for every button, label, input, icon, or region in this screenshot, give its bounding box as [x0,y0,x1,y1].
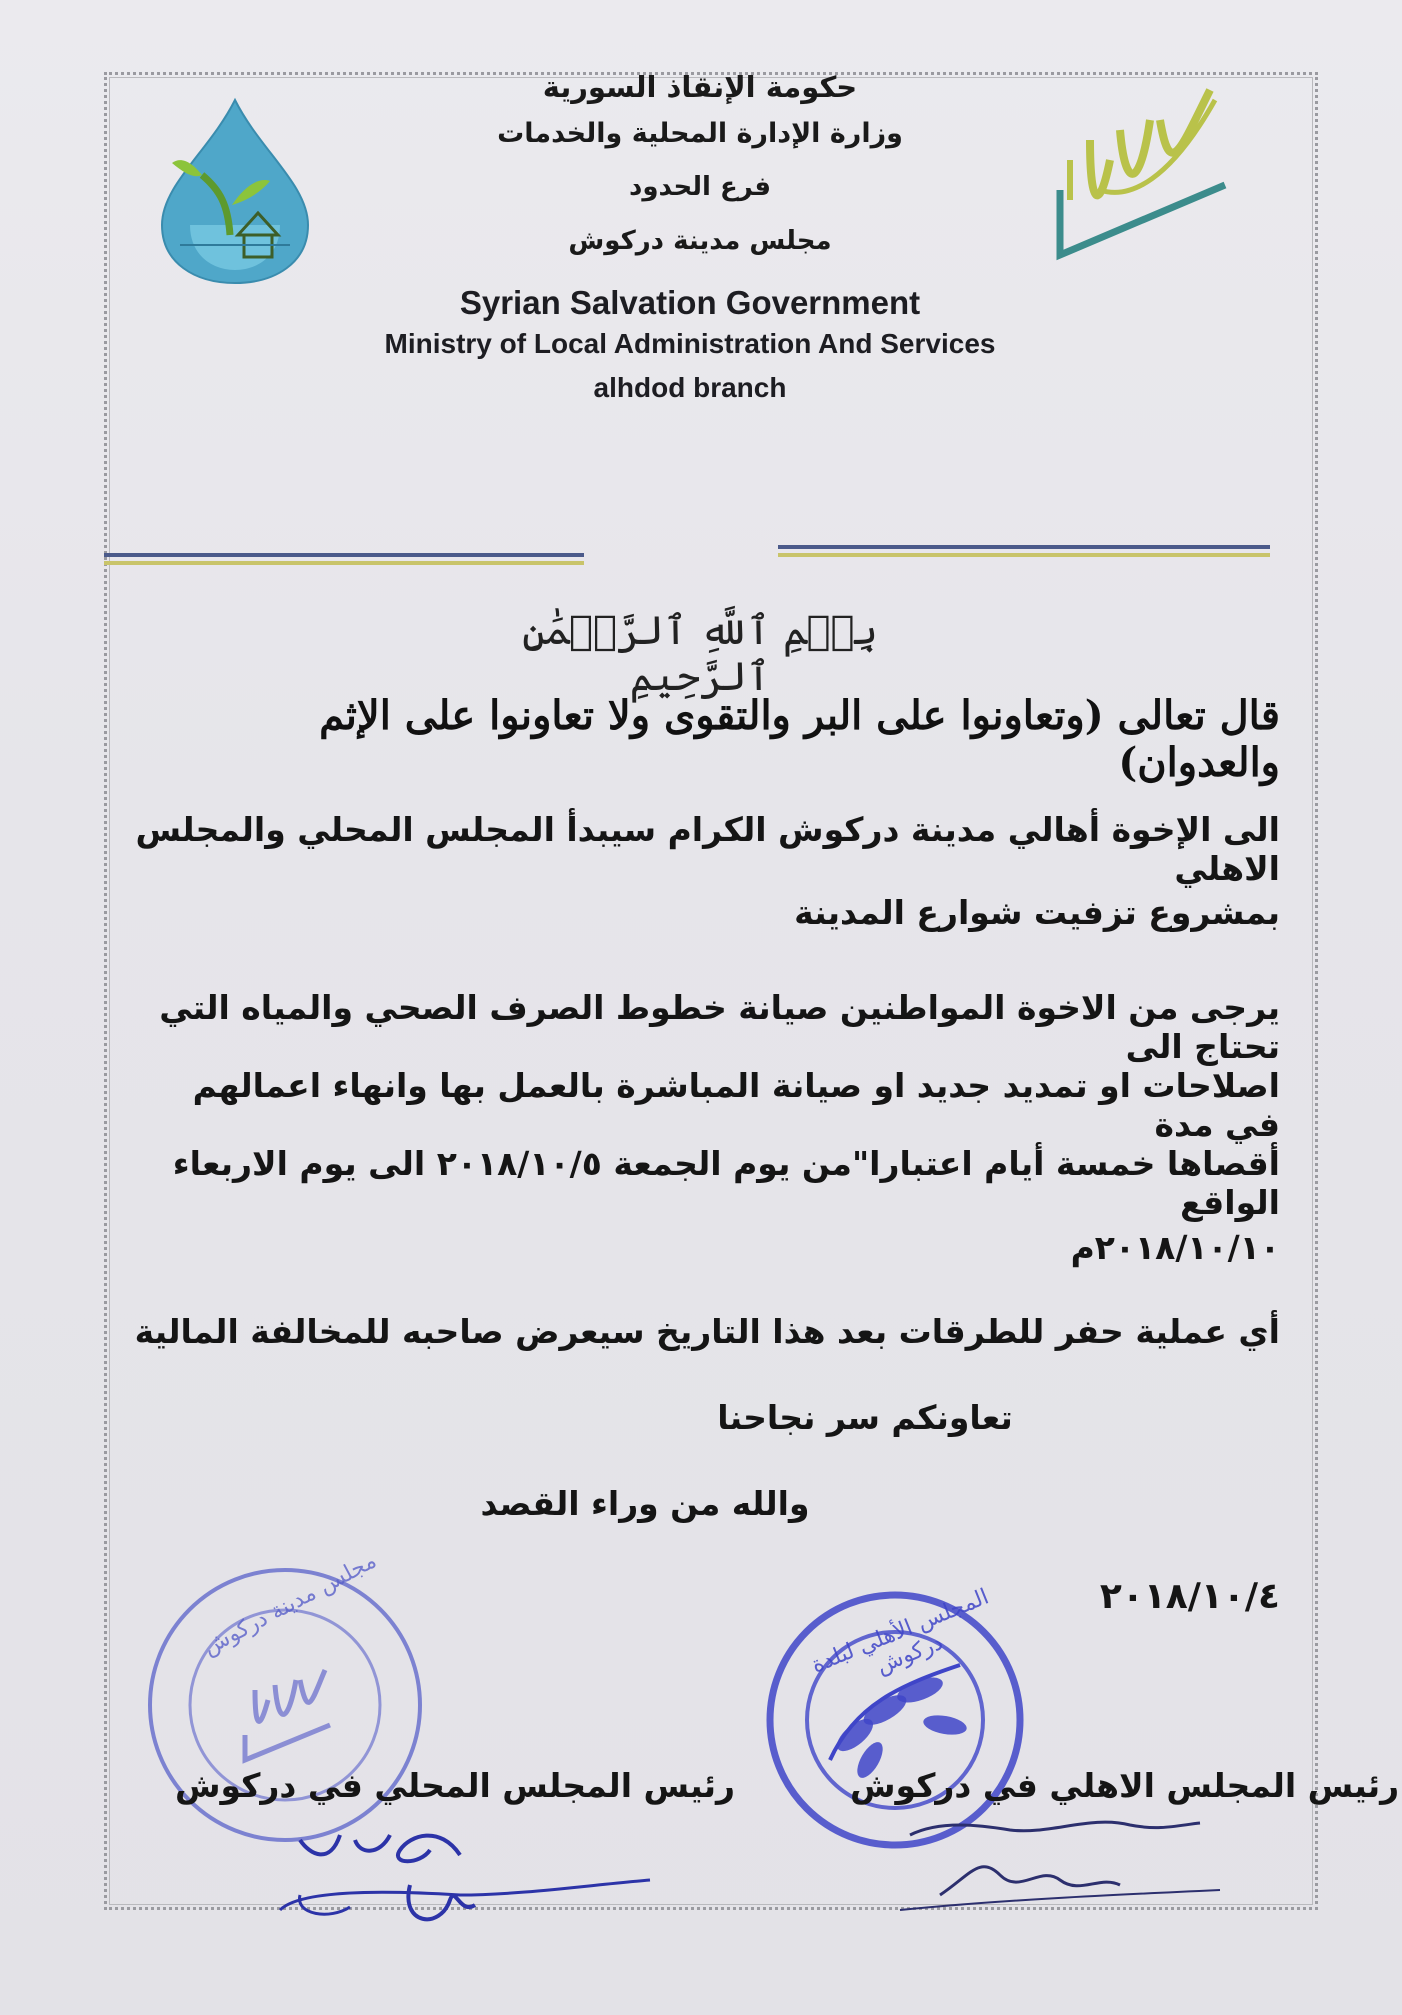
water-drop-logo-icon [150,95,320,285]
right-handwritten-signature [880,1795,1240,1925]
syria-calligraphy-logo-icon [1040,60,1240,270]
body-line-7: أي عملية حفر للطرقات بعد هذا التاريخ سيعرض صاحبه للمخالفة المالية [134,1312,1280,1351]
left-handwritten-signature [260,1795,660,1935]
basmala: بِسۡمِ ٱللَّهِ ٱلرَّحۡمَٰنِ ٱلرَّحِيمِ [522,608,878,700]
header-branch-en: alhdod branch [593,372,787,403]
header-divider-left [104,553,584,567]
header-government-en: Syrian Salvation Government [459,284,921,321]
quran-verse: قال تعالى (وتعاونوا على البر والتقوى ولا تعاونوا على الإثم والعدوان) [319,692,1280,786]
left-signatory-title: رئيس المجلس المحلي في دركوش [175,1766,736,1805]
body-line-5: أقصاها خمسة أيام اعتبارا"من يوم الجمعة ٢٠١٨/١٠/٥ الى يوم الاربعاء الواقع [172,1144,1280,1222]
header-council-ar: مجلس مدينة دركوش [568,226,832,256]
left-stamp-text: مجلس مدينة دركوش [199,1548,381,1661]
body-line-2: بمشروع تزفيت شوارع المدينة [794,893,1280,932]
closing-line-2: والله من وراء القصد [480,1484,810,1523]
header-branch-ar: فرع الحدود [629,172,771,202]
header-government-ar: حكومة الإنقاذ السورية [542,70,858,104]
right-stamp-text: المجلس الأهلي لبلدة دركوش [808,1584,993,1680]
header-ministry-ar: وزارة الإدارة المحلية والخدمات [497,118,903,149]
right-signatory-title: رئيس المجلس الاهلي في دركوش [850,1766,1400,1805]
closing-line-1: تعاونكم سر نجاحنا [717,1398,1013,1437]
header-ministry-en: Ministry of Local Administration And Services [384,328,996,359]
header-divider-right [778,545,1270,559]
body-line-6: ٢٠١٨/١٠/١٠م [1070,1228,1280,1267]
body-line-4: اصلاحات او تمديد جديد او صيانة المباشرة بالعمل بها وانهاء اعمالهم في مدة [192,1066,1280,1144]
body-line-1: الى الإخوة أهالي مدينة دركوش الكرام سيبدأ المجلس المحلي والمجلس الاهلي [135,810,1280,888]
letter-date: ٢٠١٨/١٠/٤ [1099,1576,1280,1617]
body-line-3: يرجى من الاخوة المواطنين صيانة خطوط الصرف الصحي والمياه التي تحتاج الى [159,988,1280,1066]
